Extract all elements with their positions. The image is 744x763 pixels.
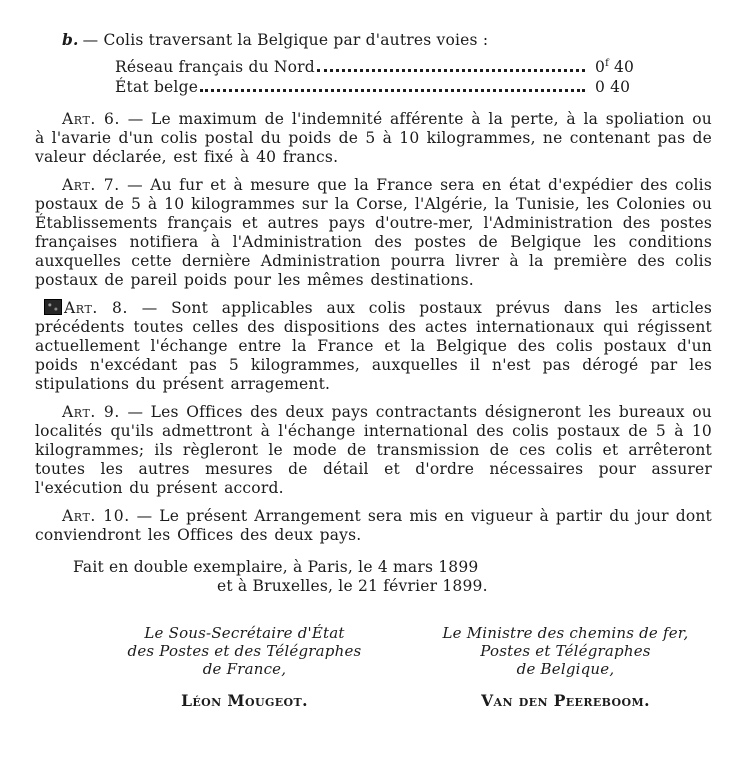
section-intro-text: — Colis traversant la Belgique par d'autres voies :	[82, 31, 489, 49]
tariff-row	[115, 78, 647, 98]
article-10-paragraph	[35, 507, 712, 545]
tariff-value-centimes: 40	[613, 58, 635, 76]
signature-block-belgique	[419, 624, 712, 710]
signatory-name-france: Léon Mougeot.	[181, 691, 308, 710]
tariff-label: Réseau français du Nord	[115, 58, 315, 76]
signature-title-line: Le Sous-Secrétaire d'État	[144, 624, 345, 642]
article-6-paragraph	[35, 110, 712, 167]
closing-line-bruxelles: et à Bruxelles, le 21 février 1899.	[217, 577, 488, 595]
article-9-label: Art. 9.	[62, 403, 120, 421]
article-6-label: Art. 6.	[62, 110, 121, 128]
signature-title-line: Le Ministre des chemins de fer,	[442, 624, 689, 642]
signature-title-line: de France,	[202, 660, 287, 678]
tariff-value-unit-sup: f	[605, 57, 609, 69]
signatory-name-belgique: Van den Peereboom.	[481, 691, 650, 710]
article-8-paragraph	[35, 299, 712, 394]
signature-title-line: de Belgique,	[516, 660, 615, 678]
tariff-value-centimes: 40	[610, 78, 631, 96]
article-7-body: — Au fur et à mesure que la France sera en état d'expédier des colis postaux de 5 à 10 kilogrammes sur la Corse, l'Algérie, la Tunisie, les Colonies ou Établissements français et autres pays d'outre-mer, l'Administration des postes françaises notifiera à l'Administration des postes de Belgique les conditions auxquelles cette dernière Administration pourra livrer à la première des colis postaux de pareil poids pour les mêmes destinations.	[35, 176, 712, 289]
tariff-label: État belge	[115, 78, 199, 96]
tariff-value	[595, 58, 647, 76]
article-10-body: — Le présent Arrangement sera mis en vigueur à partir du jour dont conviendront les Offices des deux pays.	[35, 507, 712, 544]
article-7-paragraph	[35, 176, 712, 290]
closing-line-paris: Fait en double exemplaire, à Paris, le 4 mars 1899	[73, 558, 479, 576]
tariff-list	[115, 58, 647, 98]
article-8-body: — Sont applicables aux colis postaux prévus dans les articles précédents toutes celles des dispositions des actes internationaux qui régissent actuellement l'échange entre la France et la Belgique des colis postaux d'un poids n'excédant pas 5 kilogrammes, auxquelles il n'est pas dérogé par les stipulations du présent arragement.	[35, 299, 712, 393]
article-6-body: — Le maximum de l'indemnité afférente à la perte, à la spoliation ou à l'avarie d'un colis postal du poids de 5 à 10 kilogrammes, ne contenant pas de valeur déclarée, est fixé à 40 francs.	[35, 110, 712, 166]
signature-title-line: Postes et Télégraphes	[480, 642, 651, 660]
article-7-label: Art. 7.	[62, 176, 120, 194]
dot-leader	[200, 89, 585, 92]
section-intro-line	[62, 30, 712, 50]
ink-blot-artifact	[44, 299, 62, 315]
section-marker: b.	[62, 30, 79, 49]
signature-blocks	[35, 624, 712, 710]
signature-title-line: des Postes et des Télégraphes	[127, 642, 362, 660]
article-9-body: — Les Offices des deux pays contractants désigneront les bureaux ou localités qu'ils admettront à l'échange international des colis postaux de 5 à 10 kilogrammes; ils règleront le mode de transmission de ces colis et arrêteront toutes les autres mesures de détail et d'ordre nécessaires pour assurer l'exécution du présent accord.	[35, 403, 712, 497]
signature-block-france	[98, 624, 391, 710]
tariff-row	[115, 58, 647, 78]
tariff-value-francs: 0	[595, 78, 606, 96]
article-10-label: Art. 10.	[62, 507, 130, 525]
article-9-paragraph	[35, 403, 712, 498]
tariff-value	[595, 78, 647, 96]
tariff-value-francs: 0	[595, 58, 606, 76]
article-8-label: Art. 8.	[64, 299, 129, 317]
dot-leader	[317, 69, 585, 72]
